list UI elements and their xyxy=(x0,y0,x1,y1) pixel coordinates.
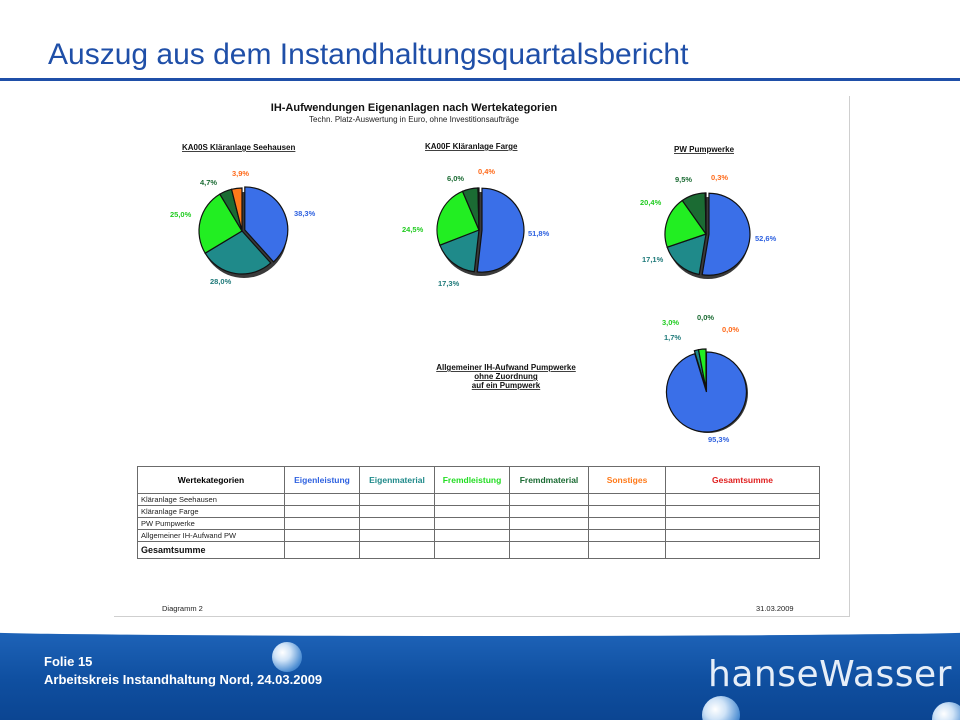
table-cell xyxy=(435,542,510,559)
table-cell xyxy=(285,506,360,518)
table-cell xyxy=(360,530,435,542)
table-cell xyxy=(589,530,666,542)
event-line: Arbeitskreis Instandhaltung Nord, 24.03.2009 xyxy=(44,672,323,687)
table-cell xyxy=(285,542,360,559)
table-cell xyxy=(285,530,360,542)
slide-title: Auszug aus dem Instandhaltungsquartalsbericht xyxy=(48,38,689,71)
table-cell xyxy=(435,506,510,518)
pie-label: 9,5% xyxy=(675,175,693,184)
table-cell xyxy=(666,530,820,542)
pie-label: 1,7% xyxy=(664,333,682,342)
pie-label: 0,4% xyxy=(478,167,496,176)
pie-label: 0,0% xyxy=(722,325,740,334)
table-cell xyxy=(666,518,820,530)
table-cell xyxy=(360,518,435,530)
table-cell xyxy=(510,506,589,518)
table-total-row xyxy=(138,542,820,559)
pie-label: 28,0% xyxy=(210,277,232,286)
table-cell xyxy=(285,494,360,506)
title-rule xyxy=(0,78,960,81)
table-header: Gesamtsumme xyxy=(666,467,820,494)
bubble-decoration xyxy=(272,642,302,672)
report-subtitle: Techn. Platz-Auswertung in Euro, ohne Investitionsaufträge xyxy=(309,115,519,124)
pie-chart xyxy=(402,142,550,288)
table-cell xyxy=(666,506,820,518)
table-row xyxy=(138,530,820,542)
table-cell: Allgemeiner IH-Aufwand PW xyxy=(138,530,285,542)
pie-label: 3,9% xyxy=(232,169,250,178)
pie-label: 38,3% xyxy=(294,209,316,218)
table-cell xyxy=(589,506,666,518)
pie-label: 51,8% xyxy=(528,229,550,238)
table-header: Eigenmaterial xyxy=(360,467,435,494)
table-cell: Gesamtsumme xyxy=(138,542,285,559)
table-cell xyxy=(510,530,589,542)
pie-label: 4,7% xyxy=(200,178,218,187)
bubble-decoration xyxy=(932,702,960,720)
hansewasser-logo: hanseWasser xyxy=(708,654,952,695)
pie-label: 0,3% xyxy=(711,173,729,182)
table-header: Wertekategorien xyxy=(138,467,285,494)
pie-chart xyxy=(170,143,316,286)
pie-label: 17,3% xyxy=(438,279,460,288)
bubble-decoration xyxy=(702,696,740,720)
pie-chart xyxy=(640,145,777,279)
table-cell: PW Pumpwerke xyxy=(138,518,285,530)
report-figure xyxy=(114,96,850,617)
pie-title: KA00F Kläranlage Farge xyxy=(425,142,518,151)
table-header-row xyxy=(138,467,820,494)
pie-label: 25,0% xyxy=(170,210,192,219)
table-cell: Kläranlage Seehausen xyxy=(138,494,285,506)
pie-label: 95,3% xyxy=(708,435,730,444)
footer-wave-decoration xyxy=(0,632,960,636)
table-cell xyxy=(360,542,435,559)
table-cell xyxy=(510,518,589,530)
pie-label: 6,0% xyxy=(447,174,465,183)
table-row xyxy=(138,506,820,518)
pie-label: 52,6% xyxy=(755,234,777,243)
pie-title: Allgemeiner IH-Aufwand Pumpwerke xyxy=(436,363,576,372)
table-cell xyxy=(589,494,666,506)
pie-slice xyxy=(477,188,524,272)
table-cell xyxy=(435,494,510,506)
report-title: IH-Aufwendungen Eigenanlagen nach Wertekategorien xyxy=(270,102,558,114)
table-cell xyxy=(666,494,820,506)
pie-label: 24,5% xyxy=(402,225,424,234)
pie-label: 17,1% xyxy=(642,255,664,264)
table-cell xyxy=(360,494,435,506)
report-date: 31.03.2009 xyxy=(756,604,794,613)
table-row xyxy=(138,494,820,506)
table-cell xyxy=(510,494,589,506)
pie-label: 3,0% xyxy=(662,318,680,327)
table-cell xyxy=(360,506,435,518)
table-row xyxy=(138,518,820,530)
wertekategorien-table xyxy=(137,466,820,559)
table-cell xyxy=(435,530,510,542)
slide-number: Folie 15 xyxy=(44,654,93,669)
pie-title: KA00S Kläranlage Seehausen xyxy=(182,143,296,152)
table-cell xyxy=(589,518,666,530)
pie-label: 20,4% xyxy=(640,198,662,207)
table-cell xyxy=(666,542,820,559)
footer-band xyxy=(0,632,960,720)
pie-label: 0,0% xyxy=(697,313,715,322)
table-header: Eigenleistung xyxy=(285,467,360,494)
diagram-label: Diagramm 2 xyxy=(162,604,203,613)
pie-slice xyxy=(705,193,706,234)
table-header: Sonstiges xyxy=(589,467,666,494)
pie-title: ohne Zuordnung xyxy=(474,372,538,381)
table-cell: Kläranlage Farge xyxy=(138,506,285,518)
pie-title: PW Pumpwerke xyxy=(674,145,735,154)
table-header: Fremdmaterial xyxy=(510,467,589,494)
table-cell xyxy=(435,518,510,530)
table-cell xyxy=(510,542,589,559)
table-header: Fremdleistung xyxy=(435,467,510,494)
table-cell xyxy=(589,542,666,559)
pie-slice xyxy=(702,193,750,275)
pie-title: auf ein Pumpwerk xyxy=(471,381,541,390)
table-cell xyxy=(285,518,360,530)
pie-charts xyxy=(114,96,849,466)
pie-chart xyxy=(436,313,748,444)
